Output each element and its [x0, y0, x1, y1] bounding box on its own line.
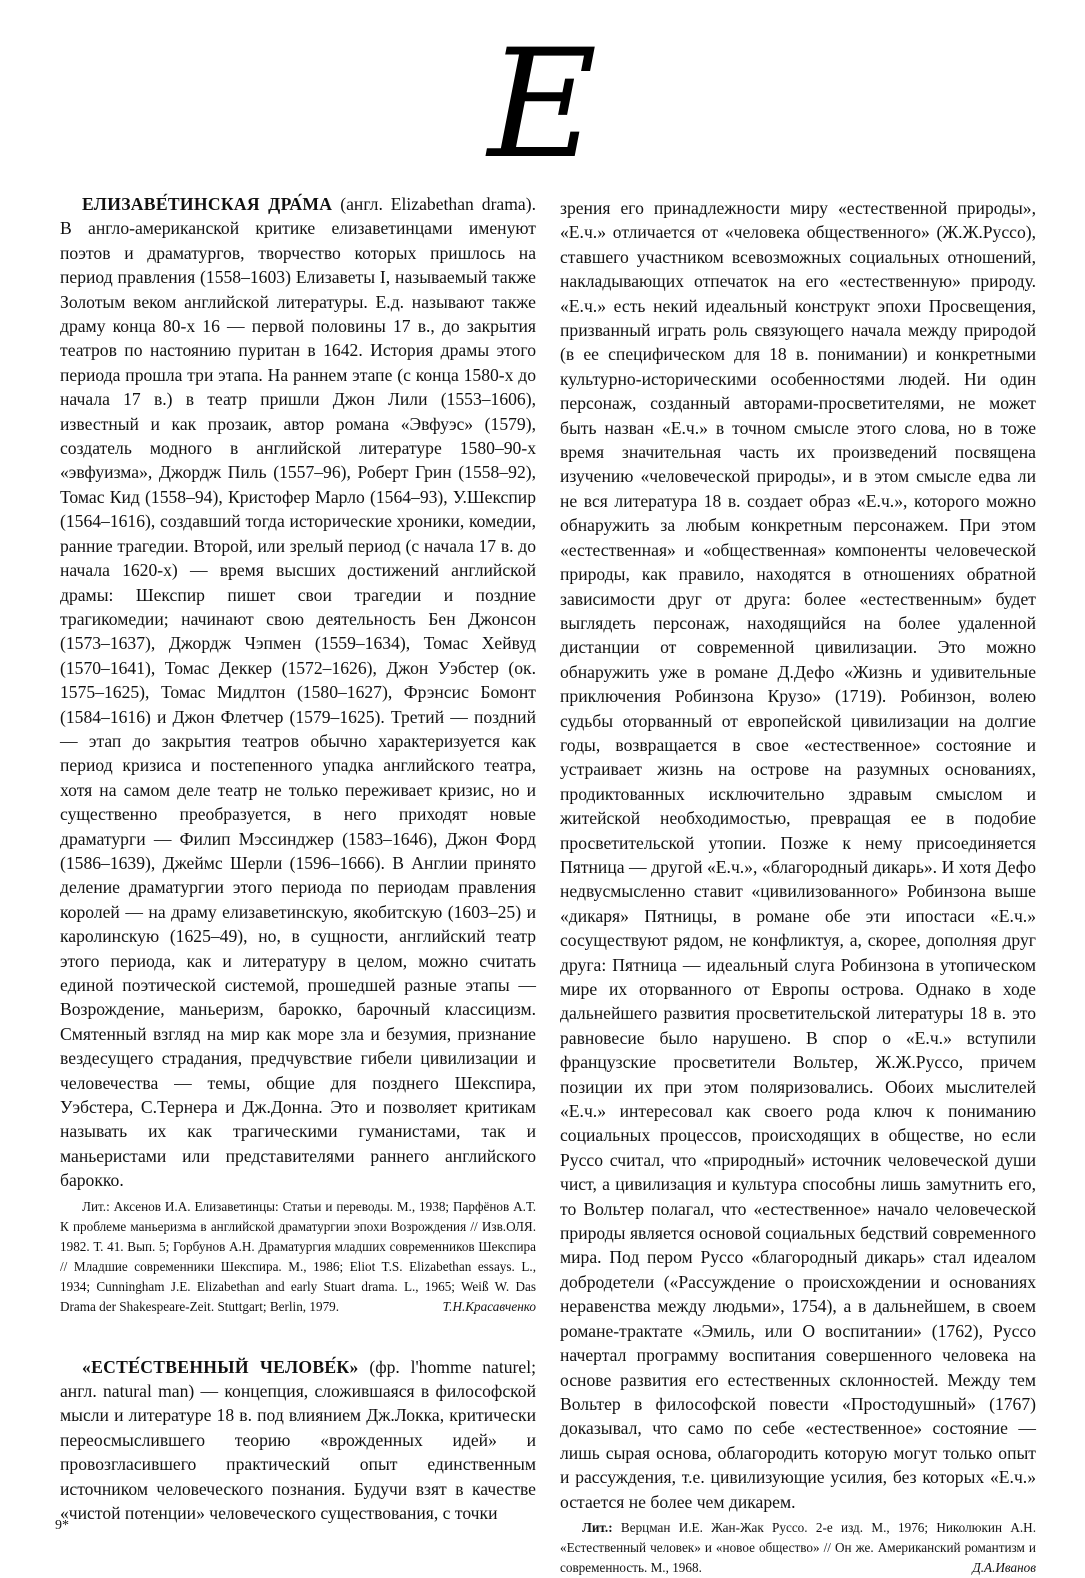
bibliography — [560, 1518, 1036, 1578]
lit-text: Аксенов И.А. Елизаветинцы: Статьи и переводы. М., 1938; Парфёнов А.Т. К проблеме маньеризма в английской драматургии эпохи Возрождения // Изв.ОЛЯ. 1982. Т. 41. Вып. 5; Горбунов А.Н. Драматургия младших современников Шекспира // Младшие современники Шекспира. М., 1986; Eliot T.S. Elizabethan essays. L., 1934; Cunningham J.E. Elizabethan and early Stuart drama. L., 1965; Weiß W. Das Drama der Shakespeare-Zeit. Stuttgart; Berlin, 1979. — [60, 1198, 536, 1314]
page-footer: 9* — [55, 1518, 69, 1533]
bibliography — [60, 1197, 536, 1317]
left-column — [60, 192, 536, 1526]
headword: ЕЛИЗАВЕ́ТИНСКАЯ ДРА́МА — [82, 194, 333, 214]
right-column — [560, 196, 1036, 1578]
entry-author: Т.Н.Красавченко — [442, 1298, 536, 1314]
entry-author: Д.А.Иванов — [972, 1559, 1036, 1575]
entry-body: (англ. Elizabethan drama). В англо-американской критике елизаветинцами именуют поэтов и драматургов, творчество которых пришлось на период правления (1558–1603) Елизаветы I, называемый также Золотым веком английской литературы. Е.д. называют также драму конца 80-х 16 — первой половины 17 в., до закрытия театров по настоянию пуритан в 1642. История драмы этого периода прошла три этапа. На раннем этапе (с конца 1580-х до начала 17 в.) в театр пришли Джон Лили (1553–1606), известный и как прозаик, автор романа «Эвфуэс» (1579), создатель модного в английской литературе 1580–90-х «эвфуизма», Джордж Пиль (1557–96), Роберт Грин (1558–92), Томас Кид (1558–94), Кристофер Марло (1564–93), У.Шекспир (1564–1616), создавший тогда исторические хроники, комедии, ранние трагедии. Второй, или зрелый период (с начала 17 в. до начала 1620-х) — время высших достижений английской драмы: Шекспир пишет свои трагедии и поздние трагикомедии; начинают свою деятельность Бен Джонсон (1573–1637), Джордж Чэпмен (1559–1634), Томас Хейвуд (1570–1641), Томас Деккер (1572–1626), Джон Уэбстер (ок. 1575–1625), Томас Мидлтон (1580–1627), Фрэнсис Бомонт (1584–1616) и Джон Флетчер (1579–1625). Третий — поздний — этап до закрытия театров обычно характеризуется как период кризиса и постепенного упадка английского театра, хотя на самом деле театр не только переживает кризис, но и существенно преобразуется, в него приходят новые драматурги — Филип Мэссинджер (1583–1646), Джон Форд (1586–1639), Джеймс Шерли (1596–1666). В Англии принято деление драматургии этого периода по периодам правления королей — на драму елизаветинскую, якобитскую (1603–25) и каролинскую (1625–49), но, в сущности, английский театр этого периода, как и литературу в целом, можно считать единой поэтической системой, прошедшей разные этапы — Возрождение, маньеризм, барокко, барочный классицизм. Смятенный взгляд на мир как море зла и безумия, признание вездесущего страдания, предчувствие гибели цивилизации и человечества — темы, общие для позднего Шекспира, Уэбстера, С.Тернера и Дж.Донна. Это и позволяет критикам называть их как трагическими гуманистами, так и маньеристами или представителями раннего английского барокко. — [60, 194, 536, 1191]
entry-elizabethan-drama — [60, 192, 536, 1193]
lit-label: Лит.: — [82, 1198, 110, 1214]
entry-natural-man-continued: зрения его принадлежности миру «естественной природы», «Е.ч.» отличается от «человека общественного» (Ж.Ж.Руссо), ставшего участником всевозможных социальных отношений, накладывающих отпечаток на его «естественную» природу. «Е.ч.» есть некий идеальный конструкт эпохи Просвещения, призванный играть роль связующего начала между природой (в ее специфическом для 18 в. понимании) и конкретными культурно-историческими особенностями людей. Ни один персонаж, созданный авторами-просветителями, не может быть назван «Е.ч.» в точном смысле этого слова, но в тоже время значительная часть их произведений посвящена изучению «человеческой природы», и в этом смысле едва ли не вся литература 18 в. создает образ «Е.ч.», которого можно обнаружить за любым конкретным персонажем. При этом «естественная» и «общественная» компоненты человеческой природы, как правило, находятся в отношениях обратной зависимости друг от друга: более «естественным» будет выглядеть персонаж, находящийся на более удаленной дистанции от современной цивилизации. Это можно обнаружить уже в романе Д.Дефо «Жизнь и удивительные приключения Робинзона Крузо» (1719). Робинзон, волею судьбы оторванный от европейской цивилизации на долгие годы, возвращается в свое «естественное» состояние и устраивает жизнь на острове на разумных основаниях, продиктованных исключительно здравым смыслом и житейской необходимостью, превращая ее в подобие просветительской утопии. Позже к нему присоединяется Пятница — другой «Е.ч.», «благородный дикарь». И хотя Дефо недвусмысленно ставит «цивилизованного» Робинзона выше «дикаря» Пятницы, в романе обе эти ипостаси «Е.ч.» сосуществуют рядом, не конфликтуя, а, скорее, дополняя друг друга: Пятница — идеальный слуга Робинзона в утопическом мире их оторванного от Европы острова. Однако в ходе дальнейшего развития просветительской литературы 18 в. это равновесие было нарушено. В спор о «Е.ч.» вступили французские просветители Вольтер, Ж.Ж.Руссо, причем позиции их при этом поляризовались. Обоих мыслителей «Е.ч.» интересовал как своего рода ключ к пониманию социальных процессов, происходящих в обществе, но если Руссо считал, что «природный» источник человеческой души чист, а цивилизация и культура способны лишь замутнить его, то Вольтер полагал, что «естественное» начало человеческой природы является основой социальных бедствий современного мира. Под пером Руссо «благородный дикарь» стал идеалом добродетели («Рассуждение о происхождении и основаниях неравенства между людьми», 1754), а в дальнейшем, в своем романе-трактате «Эмиль, или О воспитании» (1762), Руссо начертал программу воспитания совершенного человека на основе развития его естественных склонностей. Между тем Вольтер в философской повести «Простодушный» (1767) доказывал, что само по себе «естественное» состояние — лишь сырая основа, облагородить которую могут только опыт и рассуждения, т.е. цивилизующие усилия, без которых «Е.ч.» остается не более чем дикарем. — [560, 198, 1036, 1512]
entry-body: (фр. l'homme naturel; англ. natural man) — концепция, сложившаяся в философской мысли и литературе 18 в. под влиянием Дж.Локка, критически переосмыслившего теорию «врожденных идей» и провозгласившего практический опыт единственным источником человеческого познания. Будучи взят в качестве «чистой потенции» человеческого существования, с точки — [60, 1356, 536, 1524]
lit-text: Верцман И.Е. Жан-Жак Руссо. 2-е изд. М., 1976; Николюкин А.Н. «Естественный человек» и «новое общество» // Он же. Американский романтизм и современность. М., 1968. — [560, 1519, 1036, 1575]
section-letter: Е — [487, 18, 598, 192]
headword: «ЕСТЕ́СТВЕННЫЙ ЧЕЛОВЕ́К» — [82, 1356, 359, 1377]
entry-natural-man — [60, 1355, 536, 1526]
lit-label: Лит.: — [582, 1519, 613, 1535]
